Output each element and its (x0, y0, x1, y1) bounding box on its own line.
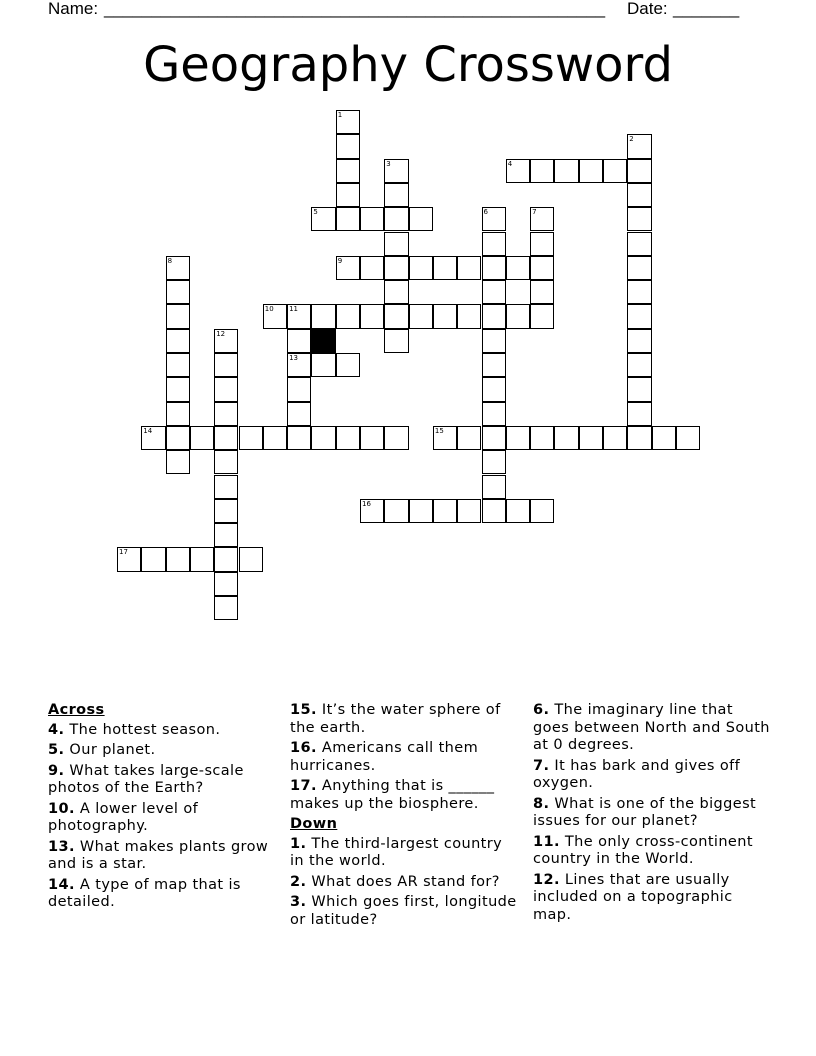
clue-item (48, 742, 273, 760)
grid-cell[interactable] (530, 256, 554, 280)
grid-cell[interactable] (603, 159, 627, 183)
grid-cell[interactable] (384, 426, 408, 450)
grid-cell[interactable] (433, 426, 457, 450)
grid-cell[interactable] (627, 183, 651, 207)
clue-item (290, 740, 518, 775)
clue-number: 10. (48, 800, 75, 817)
clue-text: Our planet. (69, 742, 156, 758)
grid-cell[interactable] (579, 159, 603, 183)
grid-cell[interactable] (384, 304, 408, 328)
grid-cell[interactable] (530, 232, 554, 256)
grid-cell[interactable] (239, 426, 263, 450)
clue-number: 12. (533, 871, 560, 888)
grid-cell[interactable] (627, 329, 651, 353)
grid-cell[interactable] (482, 280, 506, 304)
grid-cell[interactable] (287, 329, 311, 353)
grid-cell[interactable] (214, 329, 238, 353)
cell-number: 14 (143, 426, 153, 435)
grid-cell[interactable] (482, 256, 506, 280)
clue-item (48, 801, 273, 836)
grid-cell[interactable] (336, 110, 360, 134)
clue-item (48, 839, 273, 874)
clue-number: 4. (48, 721, 65, 738)
grid-cell[interactable] (433, 499, 457, 523)
grid-cell[interactable] (166, 402, 190, 426)
grid-cell[interactable] (336, 207, 360, 231)
clue-text: Anything that is ______ makes up the biosphere. (290, 778, 495, 812)
grid-cell[interactable] (627, 280, 651, 304)
grid-cell[interactable] (627, 304, 651, 328)
grid-cell[interactable] (506, 159, 530, 183)
cell-number: 2 (629, 135, 634, 144)
grid-cell[interactable] (190, 547, 214, 571)
grid-cell[interactable] (554, 426, 578, 450)
grid-cell[interactable] (457, 499, 481, 523)
grid-cell[interactable] (166, 426, 190, 450)
clue-number: 8. (533, 795, 550, 812)
clue-item (290, 778, 518, 813)
grid-cell[interactable] (287, 377, 311, 401)
grid-cell[interactable] (530, 159, 554, 183)
cell-number: 5 (313, 208, 318, 217)
grid-cell[interactable] (166, 256, 190, 280)
clue-item (533, 872, 773, 925)
grid-cell[interactable] (482, 499, 506, 523)
clue-text: The imaginary line that goes between North and South at 0 degrees. (533, 702, 770, 753)
grid-cell[interactable] (409, 256, 433, 280)
grid-cell[interactable] (311, 353, 335, 377)
down-heading: Down (290, 816, 338, 832)
clue-text: What does AR stand for? (311, 873, 500, 890)
grid-cell[interactable] (384, 280, 408, 304)
clue-number: 2. (290, 873, 307, 890)
grid-cell[interactable] (482, 329, 506, 353)
cell-number: 4 (507, 159, 513, 168)
grid-cell[interactable] (166, 450, 190, 474)
cell-number: 8 (167, 256, 173, 265)
grid-cell[interactable] (287, 426, 311, 450)
grid-cell[interactable] (554, 159, 578, 183)
clue-number: 11. (533, 833, 560, 850)
grid-cell[interactable] (190, 426, 214, 450)
grid-cell[interactable] (311, 304, 335, 328)
grid-cell[interactable] (214, 377, 238, 401)
cell-number: 1 (337, 111, 343, 119)
clue-item (533, 834, 773, 869)
grid-cell[interactable] (384, 329, 408, 353)
grid-cell[interactable] (360, 499, 384, 523)
grid-cell[interactable] (506, 304, 530, 328)
grid-cell[interactable] (166, 329, 190, 353)
grid-cell[interactable] (384, 183, 408, 207)
cell-number: 12 (216, 329, 226, 338)
grid-cell[interactable] (239, 547, 263, 571)
grid-cell[interactable] (482, 475, 506, 499)
grid-cell[interactable] (336, 353, 360, 377)
grid-cell[interactable] (627, 134, 651, 158)
clue-text: Americans call them hurricanes. (290, 740, 479, 774)
across-heading: Across (48, 702, 105, 718)
grid-cell[interactable] (166, 377, 190, 401)
clue-text: A lower level of photography. (48, 800, 199, 834)
grid-cell[interactable] (214, 475, 238, 499)
clue-number: 15. (290, 702, 317, 718)
grid-cell[interactable] (627, 207, 651, 231)
grid-cell[interactable] (141, 426, 165, 450)
grid-cell[interactable] (530, 499, 554, 523)
cell-number: 9 (337, 256, 343, 265)
cell-number: 17 (119, 548, 128, 557)
grid-cell[interactable] (287, 402, 311, 426)
grid-cell[interactable] (409, 207, 433, 231)
grid-cell[interactable] (530, 304, 554, 328)
grid-cell[interactable] (627, 377, 651, 401)
cell-number: 10 (264, 305, 274, 314)
grid-cell[interactable] (627, 353, 651, 377)
grid-cell[interactable] (384, 232, 408, 256)
grid-cell[interactable] (482, 304, 506, 328)
clue-text: What makes plants grow and is a star. (48, 838, 269, 872)
name-field[interactable]: _____________________________________________________ (104, 0, 606, 18)
clue-number: 1. (290, 835, 307, 852)
grid-cell[interactable] (457, 256, 481, 280)
grid-cell[interactable] (263, 304, 287, 328)
cell-number: 13 (289, 354, 299, 362)
grid-cell[interactable] (166, 304, 190, 328)
black-square (311, 329, 335, 353)
grid-cell[interactable] (287, 353, 311, 377)
clue-item (290, 874, 518, 892)
clue-item (290, 894, 518, 929)
cell-number: 15 (434, 426, 444, 435)
grid-cell[interactable] (627, 256, 651, 280)
grid-cell[interactable] (457, 426, 481, 450)
clue-text: What takes large-scale photos of the Earth? (48, 762, 244, 796)
grid-cell[interactable] (482, 450, 506, 474)
clue-number: 16. (290, 740, 317, 756)
clue-item (533, 796, 773, 831)
clue-text: Which goes first, longitude or latitude? (290, 894, 517, 928)
grid-cell[interactable] (676, 426, 700, 450)
grid-cell[interactable] (311, 426, 335, 450)
grid-cell[interactable] (336, 256, 360, 280)
grid-cell[interactable] (409, 304, 433, 328)
grid-cell[interactable] (360, 207, 384, 231)
grid-cell[interactable] (384, 256, 408, 280)
date-field[interactable]: _______ (673, 0, 740, 18)
cell-number: 6 (483, 208, 488, 217)
clue-text: What is one of the biggest issues for our planet? (533, 795, 757, 829)
clue-text: It has bark and gives off oxygen. (533, 757, 741, 791)
clue-number: 17. (290, 778, 317, 794)
grid-cell[interactable] (530, 207, 554, 231)
grid-cell[interactable] (482, 402, 506, 426)
clue-text: The only cross-continent country in the World. (533, 833, 753, 867)
clue-number: 9. (48, 762, 65, 779)
grid-cell[interactable] (506, 256, 530, 280)
clue-text: The hottest season. (69, 721, 221, 738)
cell-number: 16 (362, 499, 371, 508)
grid-cell[interactable] (360, 426, 384, 450)
clue-number: 6. (533, 702, 550, 718)
grid-cell[interactable] (214, 523, 238, 547)
clue-text: It’s the water sphere of the earth. (290, 702, 501, 736)
grid-cell[interactable] (384, 159, 408, 183)
cell-number: 7 (532, 208, 537, 217)
clue-item (48, 763, 273, 798)
clue-item (290, 702, 518, 737)
grid-cell[interactable] (141, 547, 165, 571)
grid-cell[interactable] (627, 402, 651, 426)
grid-cell[interactable] (627, 232, 651, 256)
grid-cell[interactable] (214, 402, 238, 426)
grid-cell[interactable] (627, 426, 651, 450)
grid-cell[interactable] (166, 353, 190, 377)
clues-column-1 (48, 702, 273, 915)
clue-number: 14. (48, 876, 75, 893)
grid-cell[interactable] (214, 547, 238, 571)
grid-cell[interactable] (384, 499, 408, 523)
grid-cell[interactable] (117, 547, 141, 571)
clue-text: A type of map that is detailed. (48, 876, 241, 910)
name-label: Name: (48, 0, 99, 18)
date-label: Date: (627, 0, 668, 18)
grid-cell[interactable] (214, 426, 238, 450)
grid-cell[interactable] (603, 426, 627, 450)
clue-item (48, 877, 273, 912)
clue-text: The third-largest country in the world. (290, 835, 503, 869)
grid-cell[interactable] (336, 159, 360, 183)
grid-cell[interactable] (336, 426, 360, 450)
cell-number: 3 (386, 159, 391, 168)
grid-cell[interactable] (530, 426, 554, 450)
grid-cell[interactable] (287, 304, 311, 328)
grid-cell[interactable] (652, 426, 676, 450)
clue-number: 13. (48, 838, 75, 855)
clue-item (48, 722, 273, 740)
grid-cell[interactable] (506, 426, 530, 450)
cell-number: 11 (289, 305, 299, 314)
grid-cell[interactable] (482, 377, 506, 401)
grid-cell[interactable] (360, 304, 384, 328)
clue-number: 3. (290, 894, 307, 910)
grid-cell[interactable] (482, 232, 506, 256)
grid-cell[interactable] (360, 256, 384, 280)
clues-column-2 (290, 702, 518, 932)
grid-cell[interactable] (214, 596, 238, 620)
grid-cell[interactable] (263, 426, 287, 450)
grid-cell[interactable] (214, 450, 238, 474)
grid-cell[interactable] (506, 499, 530, 523)
clue-number: 5. (48, 742, 65, 758)
clues-column-3 (533, 702, 773, 927)
clue-item (290, 836, 518, 871)
page-title: Geography Crossword (143, 37, 673, 93)
grid-cell[interactable] (336, 183, 360, 207)
grid-cell[interactable] (627, 159, 651, 183)
grid-cell[interactable] (433, 304, 457, 328)
grid-cell[interactable] (457, 304, 481, 328)
grid-cell[interactable] (384, 207, 408, 231)
clue-item (533, 758, 773, 793)
grid-cell[interactable] (579, 426, 603, 450)
grid-cell[interactable] (482, 426, 506, 450)
grid-cell[interactable] (214, 572, 238, 596)
grid-cell[interactable] (311, 207, 335, 231)
grid-cell[interactable] (482, 207, 506, 231)
clue-item (533, 702, 773, 755)
grid-cell[interactable] (166, 280, 190, 304)
grid-cell[interactable] (530, 280, 554, 304)
grid-cell[interactable] (336, 304, 360, 328)
grid-cell[interactable] (214, 353, 238, 377)
grid-cell[interactable] (166, 547, 190, 571)
grid-cell[interactable] (214, 499, 238, 523)
grid-cell[interactable] (336, 134, 360, 158)
clue-text: Lines that are usually included on a topographic map. (533, 871, 733, 923)
grid-cell[interactable] (433, 256, 457, 280)
grid-cell[interactable] (409, 499, 433, 523)
clue-number: 7. (533, 757, 550, 774)
grid-cell[interactable] (482, 353, 506, 377)
